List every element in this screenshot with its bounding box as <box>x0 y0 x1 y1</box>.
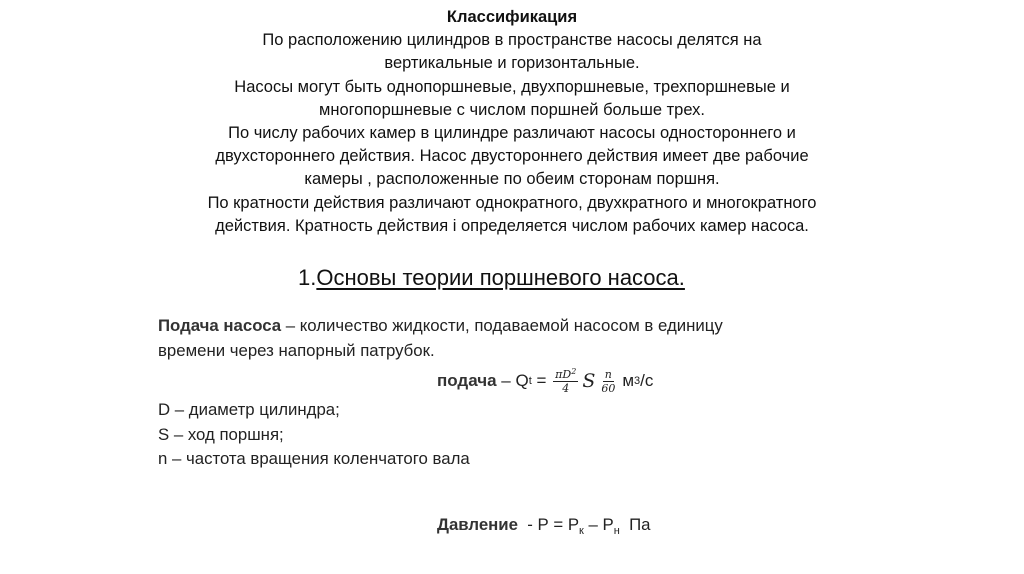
section-number: 1. <box>298 265 317 290</box>
pressure-dash: - <box>517 515 538 534</box>
formula-q-subscript: t <box>528 375 532 387</box>
section-title-text: Основы теории поршневого насоса. <box>316 265 685 290</box>
fraction-speed-denominator: 60 <box>601 381 616 395</box>
pressure-minus: – Р <box>583 515 614 534</box>
pressure-p: Р = Р <box>537 515 580 534</box>
definition-line-1 <box>158 313 723 338</box>
variable-definition: n – частота вращения коленчатого вала <box>158 449 470 468</box>
unit-exponent: 3 <box>634 375 641 387</box>
definition-line-2: времени через напорный патрубок. <box>158 341 435 360</box>
fraction-area <box>553 368 578 395</box>
classification-block <box>130 6 894 238</box>
classification-line: действия. Кратность действия i определяется числом рабочих камер насоса. <box>215 216 809 235</box>
variable-definition: D – диаметр цилиндра; <box>158 400 340 419</box>
pressure-unit: Па <box>619 515 651 534</box>
diameter-symbol: D <box>562 367 572 381</box>
formula-q: Q <box>515 371 529 390</box>
pi-symbol: π <box>555 367 563 381</box>
section-title <box>298 264 685 292</box>
classification-line: Насосы могут быть однопоршневые, двухпоршневые, трехпоршневые и <box>234 77 790 96</box>
variable-definitions <box>158 398 470 472</box>
classification-line: камеры , расположенные по обеим сторонам поршня. <box>304 170 720 189</box>
pressure-sub-k: к <box>579 525 584 537</box>
fraction-area-numerator <box>553 368 578 382</box>
variable-definition: S – ход поршня; <box>158 424 284 444</box>
classification-line: вертикальные и горизонтальные. <box>384 54 640 73</box>
pump-supply-definition <box>158 313 723 363</box>
classification-line: двухстороннего действия. Насос двустороннего действия имеет две рабочие <box>215 147 809 166</box>
classification-heading: Классификация <box>446 8 578 26</box>
definition-text: – количество жидкости, подаваемой насосом в единицу <box>281 316 723 335</box>
classification-line: По расположению цилиндров в пространстве насосы делятся на <box>262 31 762 50</box>
fraction-area-denominator: 4 <box>562 381 570 395</box>
classification-line: многопоршневые с числом поршней больше трех. <box>319 100 705 119</box>
fraction-speed-numerator: n <box>604 367 612 381</box>
pressure-sub-n: н <box>613 525 620 537</box>
fraction-speed <box>599 368 617 395</box>
pressure-formula <box>437 514 651 542</box>
unit-base: м <box>622 371 635 390</box>
formula-label: подача <box>437 371 497 390</box>
stroke-symbol: S <box>582 370 596 392</box>
classification-line: По кратности действия различают однократного, двухкратного и многократного <box>207 193 817 212</box>
classification-line: По числу рабочих камер в цилиндре различают насосы одностороннего и <box>228 124 796 143</box>
supply-formula <box>437 361 653 401</box>
pressure-label: Давление <box>437 515 518 534</box>
unit-rest: /с <box>640 371 654 390</box>
formula-dash: – <box>496 371 516 390</box>
definition-term: Подача насоса <box>158 316 282 335</box>
diameter-exponent: 2 <box>571 366 577 376</box>
formula-equals: = <box>531 371 552 390</box>
